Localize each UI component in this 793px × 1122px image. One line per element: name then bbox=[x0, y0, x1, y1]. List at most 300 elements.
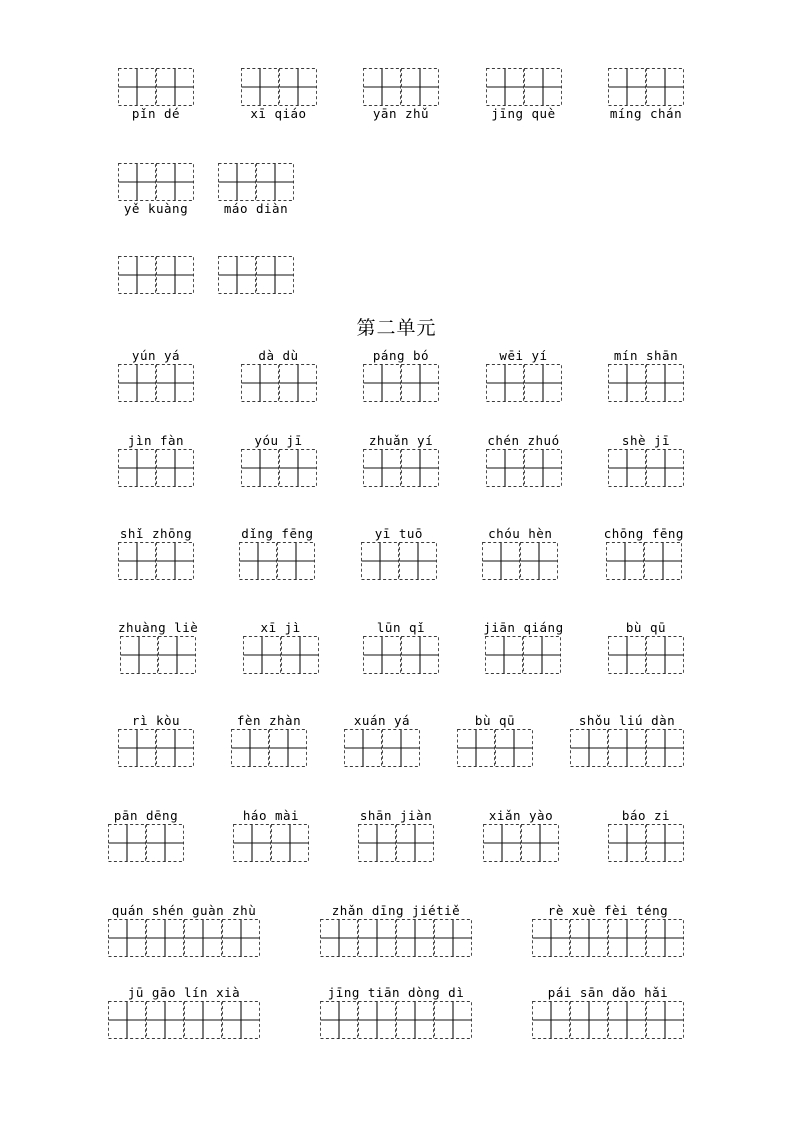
tianzige-box[interactable] bbox=[396, 824, 434, 862]
tianzige-cell bbox=[521, 824, 559, 862]
tianzige-box[interactable] bbox=[279, 449, 317, 487]
tianzige-box[interactable] bbox=[118, 364, 156, 402]
tianzige-box[interactable] bbox=[608, 824, 646, 862]
tianzige-boxes bbox=[486, 68, 562, 106]
pinyin-label: zhǎn dīng jiétiě bbox=[331, 903, 461, 918]
tianzige-boxes bbox=[608, 68, 684, 106]
tianzige-cell bbox=[146, 1001, 184, 1039]
tianzige-cell bbox=[320, 1001, 358, 1039]
tianzige-box[interactable] bbox=[222, 1001, 260, 1039]
word-item bbox=[483, 620, 563, 674]
word-item bbox=[344, 713, 420, 767]
tianzige-cell bbox=[279, 364, 317, 402]
tianzige-boxes bbox=[241, 364, 317, 402]
tianzige-box[interactable] bbox=[146, 919, 184, 957]
tianzige-box[interactable] bbox=[320, 1001, 358, 1039]
tianzige-cell bbox=[218, 163, 256, 201]
tianzige-box[interactable] bbox=[486, 68, 524, 106]
tianzige-box[interactable] bbox=[241, 68, 279, 106]
word-item bbox=[482, 526, 558, 580]
word-item bbox=[486, 433, 562, 487]
word-item bbox=[233, 808, 309, 862]
tianzige-cell bbox=[646, 729, 684, 767]
tianzige-cell bbox=[256, 256, 294, 294]
tianzige-cell bbox=[156, 364, 194, 402]
word-item bbox=[231, 713, 307, 767]
pinyin-label: bù qū bbox=[625, 620, 667, 635]
word-item bbox=[218, 256, 294, 294]
tianzige-cell bbox=[570, 919, 608, 957]
tianzige-boxes bbox=[485, 636, 561, 674]
pinyin-label: pān dēng bbox=[113, 808, 179, 823]
tianzige-cell bbox=[570, 729, 608, 767]
pinyin-label: jīng què bbox=[491, 106, 556, 121]
word-item bbox=[320, 985, 472, 1039]
tianzige-cell bbox=[231, 729, 269, 767]
tianzige-cell bbox=[320, 919, 358, 957]
tianzige-cell bbox=[108, 824, 146, 862]
tianzige-boxes bbox=[239, 542, 315, 580]
tianzige-cell bbox=[184, 919, 222, 957]
pinyin-label: shǒu liú dàn bbox=[578, 713, 676, 728]
pinyin-label: xī jì bbox=[260, 620, 301, 635]
tianzige-boxes bbox=[358, 824, 434, 862]
items-row bbox=[118, 163, 684, 217]
tianzige-box[interactable] bbox=[344, 729, 382, 767]
tianzige-box[interactable] bbox=[156, 449, 194, 487]
tianzige-cell bbox=[118, 68, 156, 106]
tianzige-boxes bbox=[608, 364, 684, 402]
tianzige-box[interactable] bbox=[361, 542, 399, 580]
word-item bbox=[532, 985, 684, 1039]
word-item bbox=[118, 348, 194, 402]
tianzige-cell bbox=[361, 542, 399, 580]
tianzige-box[interactable] bbox=[608, 364, 646, 402]
tianzige-box[interactable] bbox=[118, 542, 156, 580]
tianzige-box[interactable] bbox=[358, 919, 396, 957]
tianzige-box[interactable] bbox=[532, 1001, 570, 1039]
pinyin-label: míng chán bbox=[609, 106, 683, 121]
tianzige-boxes bbox=[344, 729, 420, 767]
tianzige-box[interactable] bbox=[401, 449, 439, 487]
tianzige-box[interactable] bbox=[269, 729, 307, 767]
word-item bbox=[486, 68, 562, 122]
tianzige-box[interactable] bbox=[156, 68, 194, 106]
row-4 bbox=[118, 348, 684, 402]
items-row bbox=[108, 903, 684, 957]
tianzige-box[interactable] bbox=[434, 919, 472, 957]
tianzige-cell bbox=[222, 1001, 260, 1039]
tianzige-boxes bbox=[233, 824, 309, 862]
tianzige-boxes bbox=[218, 256, 294, 294]
tianzige-box[interactable] bbox=[532, 919, 570, 957]
tianzige-cell bbox=[495, 729, 533, 767]
tianzige-box[interactable] bbox=[483, 824, 521, 862]
tianzige-cell bbox=[218, 256, 256, 294]
tianzige-cell bbox=[524, 364, 562, 402]
pinyin-label: pǐn dé bbox=[131, 106, 181, 121]
tianzige-box[interactable] bbox=[156, 256, 194, 294]
tianzige-box[interactable] bbox=[608, 919, 646, 957]
tianzige-box[interactable] bbox=[495, 729, 533, 767]
tianzige-boxes bbox=[363, 449, 439, 487]
tianzige-boxes bbox=[532, 919, 684, 957]
tianzige-cell bbox=[401, 636, 439, 674]
tianzige-box[interactable] bbox=[608, 636, 646, 674]
word-item bbox=[118, 713, 194, 767]
tianzige-box[interactable] bbox=[222, 919, 260, 957]
tianzige-box[interactable] bbox=[241, 449, 279, 487]
tianzige-cell bbox=[156, 542, 194, 580]
pinyin-label: wēi yí bbox=[499, 348, 548, 363]
tianzige-cell bbox=[486, 364, 524, 402]
word-item bbox=[218, 163, 294, 217]
row-7 bbox=[118, 620, 684, 674]
tianzige-cell bbox=[241, 449, 279, 487]
pinyin-label: jiān qiáng bbox=[483, 620, 564, 635]
tianzige-box[interactable] bbox=[146, 824, 184, 862]
row-8 bbox=[118, 713, 684, 767]
tianzige-box[interactable] bbox=[486, 364, 524, 402]
tianzige-boxes bbox=[320, 1001, 472, 1039]
tianzige-cell bbox=[399, 542, 437, 580]
tianzige-boxes bbox=[482, 542, 558, 580]
tianzige-cell bbox=[523, 636, 561, 674]
tianzige-cell bbox=[239, 542, 277, 580]
tianzige-box[interactable] bbox=[524, 449, 562, 487]
items-row bbox=[118, 348, 684, 402]
tianzige-cell bbox=[434, 919, 472, 957]
tianzige-box[interactable] bbox=[146, 1001, 184, 1039]
tianzige-cell bbox=[363, 449, 401, 487]
tianzige-cell bbox=[608, 449, 646, 487]
tianzige-cell bbox=[382, 729, 420, 767]
tianzige-box[interactable] bbox=[184, 919, 222, 957]
tianzige-cell bbox=[570, 1001, 608, 1039]
tianzige-box[interactable] bbox=[401, 364, 439, 402]
word-item bbox=[118, 163, 194, 217]
tianzige-cell bbox=[279, 68, 317, 106]
tianzige-box[interactable] bbox=[401, 636, 439, 674]
tianzige-box[interactable] bbox=[570, 919, 608, 957]
tianzige-cell bbox=[118, 364, 156, 402]
pinyin-label: quán shén guàn zhù bbox=[111, 903, 257, 918]
tianzige-box[interactable] bbox=[486, 449, 524, 487]
tianzige-cell bbox=[646, 364, 684, 402]
pinyin-label: máo diàn bbox=[223, 201, 289, 216]
tianzige-box[interactable] bbox=[485, 636, 523, 674]
tianzige-box[interactable] bbox=[279, 364, 317, 402]
pinyin-label: xiǎn yào bbox=[488, 808, 554, 823]
tianzige-box[interactable] bbox=[608, 449, 646, 487]
pinyin-label: lūn qǐ bbox=[376, 620, 426, 635]
tianzige-box[interactable] bbox=[646, 729, 684, 767]
pinyin-label: fèn zhàn bbox=[236, 713, 302, 728]
tianzige-cell bbox=[646, 449, 684, 487]
tianzige-boxes bbox=[486, 449, 562, 487]
tianzige-cell bbox=[358, 1001, 396, 1039]
tianzige-cell bbox=[344, 729, 382, 767]
tianzige-cell bbox=[524, 68, 562, 106]
tianzige-boxes bbox=[241, 68, 317, 106]
tianzige-cell bbox=[146, 919, 184, 957]
tianzige-box[interactable] bbox=[158, 636, 196, 674]
tianzige-box[interactable] bbox=[239, 542, 277, 580]
pinyin-label: xuán yá bbox=[353, 713, 411, 728]
tianzige-box[interactable] bbox=[401, 68, 439, 106]
tianzige-cell bbox=[532, 919, 570, 957]
pinyin-label: chóu hèn bbox=[488, 526, 553, 541]
row-5 bbox=[118, 433, 684, 487]
word-item bbox=[608, 348, 684, 402]
tianzige-cell bbox=[644, 542, 682, 580]
tianzige-cell bbox=[486, 68, 524, 106]
tianzige-box[interactable] bbox=[320, 919, 358, 957]
tianzige-box[interactable] bbox=[279, 68, 317, 106]
tianzige-box[interactable] bbox=[363, 68, 401, 106]
tianzige-boxes bbox=[118, 163, 194, 201]
tianzige-cell bbox=[608, 68, 646, 106]
tianzige-box[interactable] bbox=[218, 256, 256, 294]
word-item bbox=[457, 713, 533, 767]
tianzige-box[interactable] bbox=[277, 542, 315, 580]
tianzige-cell bbox=[279, 449, 317, 487]
tianzige-box[interactable] bbox=[120, 636, 158, 674]
tianzige-box[interactable] bbox=[608, 1001, 646, 1039]
row-11 bbox=[108, 985, 684, 1039]
tianzige-box[interactable] bbox=[523, 636, 561, 674]
pinyin-label: báo zi bbox=[621, 808, 671, 823]
tianzige-cell bbox=[482, 542, 520, 580]
tianzige-box[interactable] bbox=[256, 256, 294, 294]
tianzige-cell bbox=[233, 824, 271, 862]
tianzige-boxes bbox=[486, 364, 562, 402]
tianzige-box[interactable] bbox=[156, 729, 194, 767]
tianzige-box[interactable] bbox=[606, 542, 644, 580]
tianzige-boxes bbox=[361, 542, 437, 580]
tianzige-box[interactable] bbox=[363, 364, 401, 402]
tianzige-cell bbox=[434, 1001, 472, 1039]
tianzige-cell bbox=[243, 636, 281, 674]
tianzige-boxes bbox=[108, 824, 184, 862]
pinyin-label: yún yá bbox=[131, 348, 181, 363]
tianzige-box[interactable] bbox=[243, 636, 281, 674]
word-item bbox=[241, 433, 317, 487]
pinyin-label: shān jiàn bbox=[359, 808, 433, 823]
tianzige-boxes bbox=[118, 449, 194, 487]
tianzige-boxes bbox=[457, 729, 533, 767]
tianzige-box[interactable] bbox=[646, 919, 684, 957]
tianzige-box[interactable] bbox=[358, 1001, 396, 1039]
tianzige-box[interactable] bbox=[118, 256, 156, 294]
word-item bbox=[486, 348, 562, 402]
tianzige-box[interactable] bbox=[646, 68, 684, 106]
tianzige-cell bbox=[524, 449, 562, 487]
pinyin-label: chōng fēng bbox=[603, 526, 684, 541]
pinyin-label: jìn fàn bbox=[127, 433, 185, 448]
tianzige-cell bbox=[241, 68, 279, 106]
pinyin-label: háo mài bbox=[242, 808, 300, 823]
tianzige-boxes bbox=[532, 1001, 684, 1039]
word-item bbox=[363, 433, 439, 487]
tianzige-cell bbox=[118, 542, 156, 580]
word-item bbox=[118, 526, 194, 580]
word-item bbox=[608, 68, 684, 122]
tianzige-box[interactable] bbox=[363, 449, 401, 487]
tianzige-box[interactable] bbox=[218, 163, 256, 201]
items-row bbox=[108, 808, 684, 862]
tianzige-box[interactable] bbox=[644, 542, 682, 580]
tianzige-box[interactable] bbox=[118, 68, 156, 106]
tianzige-box[interactable] bbox=[118, 163, 156, 201]
tianzige-boxes bbox=[483, 824, 559, 862]
row-6 bbox=[118, 526, 684, 580]
word-item bbox=[118, 256, 194, 294]
items-row bbox=[118, 620, 684, 674]
tianzige-box[interactable] bbox=[184, 1001, 222, 1039]
word-item bbox=[358, 808, 434, 862]
row-1 bbox=[118, 68, 684, 122]
tianzige-boxes bbox=[118, 68, 194, 106]
tianzige-box[interactable] bbox=[482, 542, 520, 580]
tianzige-box[interactable] bbox=[271, 824, 309, 862]
tianzige-cell bbox=[646, 68, 684, 106]
tianzige-box[interactable] bbox=[118, 729, 156, 767]
tianzige-box[interactable] bbox=[241, 364, 279, 402]
tianzige-cell bbox=[396, 1001, 434, 1039]
tianzige-cell bbox=[281, 636, 319, 674]
tianzige-box[interactable] bbox=[520, 542, 558, 580]
tianzige-box[interactable] bbox=[363, 636, 401, 674]
tianzige-cell bbox=[608, 364, 646, 402]
tianzige-box[interactable] bbox=[646, 364, 684, 402]
tianzige-cell bbox=[646, 824, 684, 862]
tianzige-box[interactable] bbox=[382, 729, 420, 767]
tianzige-cell bbox=[608, 1001, 646, 1039]
tianzige-box[interactable] bbox=[358, 824, 396, 862]
tianzige-box[interactable] bbox=[570, 1001, 608, 1039]
tianzige-cell bbox=[532, 1001, 570, 1039]
tianzige-box[interactable] bbox=[156, 163, 194, 201]
pinyin-label: bù qū bbox=[474, 713, 516, 728]
tianzige-boxes bbox=[608, 449, 684, 487]
tianzige-cell bbox=[118, 256, 156, 294]
tianzige-boxes bbox=[120, 636, 196, 674]
tianzige-cell bbox=[646, 919, 684, 957]
tianzige-cell bbox=[118, 449, 156, 487]
tianzige-cell bbox=[156, 163, 194, 201]
tianzige-box[interactable] bbox=[608, 729, 646, 767]
tianzige-box[interactable] bbox=[233, 824, 271, 862]
items-row bbox=[118, 713, 684, 767]
tianzige-box[interactable] bbox=[521, 824, 559, 862]
tianzige-cell bbox=[363, 68, 401, 106]
tianzige-boxes bbox=[606, 542, 682, 580]
tianzige-cell bbox=[363, 364, 401, 402]
word-item bbox=[320, 903, 472, 957]
tianzige-boxes bbox=[363, 364, 439, 402]
tianzige-box[interactable] bbox=[156, 542, 194, 580]
tianzige-cell bbox=[158, 636, 196, 674]
tianzige-box[interactable] bbox=[108, 1001, 146, 1039]
tianzige-cell bbox=[146, 824, 184, 862]
word-item bbox=[363, 348, 439, 402]
tianzige-box[interactable] bbox=[457, 729, 495, 767]
tianzige-cell bbox=[608, 919, 646, 957]
tianzige-box[interactable] bbox=[118, 449, 156, 487]
pinyin-label: dǐng fēng bbox=[241, 526, 314, 541]
tianzige-box[interactable] bbox=[570, 729, 608, 767]
word-item bbox=[243, 620, 319, 674]
items-row bbox=[108, 985, 684, 1039]
pinyin-label: rì kòu bbox=[131, 713, 181, 728]
tianzige-boxes bbox=[608, 824, 684, 862]
tianzige-cell bbox=[184, 1001, 222, 1039]
tianzige-cell bbox=[118, 729, 156, 767]
pinyin-label: yóu jī bbox=[254, 433, 303, 448]
tianzige-box[interactable] bbox=[396, 919, 434, 957]
tianzige-cell bbox=[608, 729, 646, 767]
word-item bbox=[608, 808, 684, 862]
tianzige-boxes bbox=[608, 636, 684, 674]
word-item bbox=[532, 903, 684, 957]
word-item bbox=[239, 526, 315, 580]
tianzige-box[interactable] bbox=[608, 68, 646, 106]
word-item bbox=[241, 68, 317, 122]
tianzige-boxes bbox=[241, 449, 317, 487]
tianzige-boxes bbox=[363, 636, 439, 674]
word-item bbox=[118, 433, 194, 487]
tianzige-cell bbox=[486, 449, 524, 487]
pinyin-label: zhuàng liè bbox=[118, 620, 199, 635]
tianzige-box[interactable] bbox=[396, 1001, 434, 1039]
tianzige-cell bbox=[485, 636, 523, 674]
word-item bbox=[570, 713, 684, 767]
word-item bbox=[118, 68, 194, 122]
tianzige-cell bbox=[269, 729, 307, 767]
tianzige-cell bbox=[520, 542, 558, 580]
tianzige-boxes bbox=[118, 729, 194, 767]
pinyin-label: rè xuè fèi téng bbox=[547, 903, 669, 918]
tianzige-cell bbox=[222, 919, 260, 957]
tianzige-box[interactable] bbox=[156, 364, 194, 402]
tianzige-box[interactable] bbox=[399, 542, 437, 580]
tianzige-box[interactable] bbox=[256, 163, 294, 201]
row-3 bbox=[118, 256, 684, 294]
word-item bbox=[483, 808, 559, 862]
tianzige-box[interactable] bbox=[281, 636, 319, 674]
tianzige-box[interactable] bbox=[231, 729, 269, 767]
tianzige-boxes bbox=[108, 919, 260, 957]
tianzige-box[interactable] bbox=[108, 824, 146, 862]
tianzige-box[interactable] bbox=[524, 68, 562, 106]
tianzige-cell bbox=[358, 919, 396, 957]
row-10 bbox=[108, 903, 684, 957]
tianzige-box[interactable] bbox=[646, 1001, 684, 1039]
tianzige-box[interactable] bbox=[434, 1001, 472, 1039]
word-item bbox=[361, 526, 437, 580]
tianzige-box[interactable] bbox=[646, 636, 684, 674]
tianzige-cell bbox=[156, 256, 194, 294]
pinyin-label: yě kuàng bbox=[123, 201, 189, 216]
tianzige-box[interactable] bbox=[108, 919, 146, 957]
tianzige-cell bbox=[271, 824, 309, 862]
tianzige-boxes bbox=[363, 68, 439, 106]
word-item bbox=[108, 808, 184, 862]
tianzige-box[interactable] bbox=[646, 449, 684, 487]
tianzige-box[interactable] bbox=[524, 364, 562, 402]
tianzige-box[interactable] bbox=[646, 824, 684, 862]
